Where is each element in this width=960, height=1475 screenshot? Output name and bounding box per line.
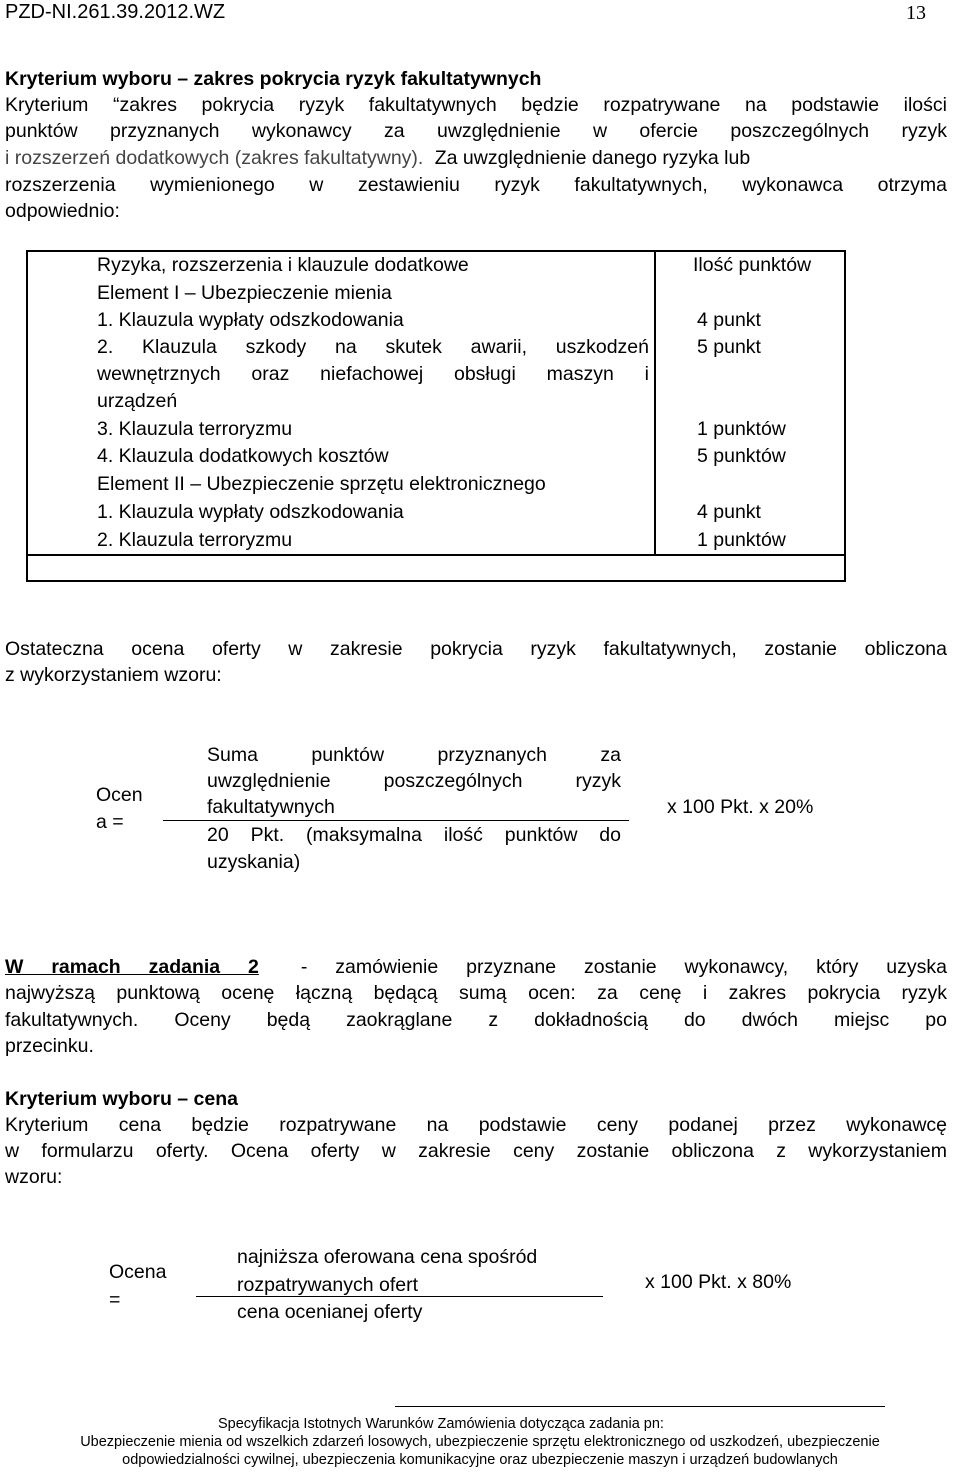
table-row-points: 4 punkt bbox=[697, 501, 761, 523]
table-element-heading: Element I – Ubezpieczenie mienia bbox=[97, 282, 392, 304]
table-row-points: 5 punkt bbox=[697, 336, 761, 358]
formula-denominator-line: cena ocenianej oferty bbox=[237, 1301, 423, 1323]
table-row-label-line: 2. Klauzula szkody na skutek awarii, uszkodzeń bbox=[97, 336, 649, 358]
formula-numerator-line: uwzględnienie poszczególnych ryzyk bbox=[207, 770, 621, 792]
formula-lhs-line: Ocen bbox=[96, 784, 143, 806]
paragraph-fragment-faded: i rozszerzeń dodatkowych (zakres fakultatywny). bbox=[5, 147, 424, 169]
paragraph-fragment: - zamówienie przyznane zostanie wykonawcy, który uzyska bbox=[300, 956, 947, 978]
paragraph-line: w formularzu oferty. Ocena oferty w zakresie ceny zostanie obliczona z wykorzystaniem bbox=[5, 1140, 947, 1162]
formula-lhs-line: Ocena bbox=[109, 1261, 167, 1283]
footer-rule bbox=[395, 1406, 885, 1407]
paragraph-line bbox=[5, 954, 947, 980]
paragraph-line: z wykorzystaniem wzoru: bbox=[5, 664, 222, 686]
table-row-label: 4. Klauzula dodatkowych kosztów bbox=[97, 445, 389, 467]
document-id: PZD-NI.261.39.2012.WZ bbox=[5, 1, 226, 23]
footer-line: Ubezpieczenie mienia od wszelkich zdarzeń losowych, ubezpieczenie sprzętu elektronicznego od uszkodzeń, ubezpieczenie bbox=[80, 1434, 880, 1450]
formula-numerator bbox=[207, 742, 621, 820]
paragraph-line: rozszerzenia wymienionego w zestawieniu ryzyk fakultatywnych, wykonawca otrzyma bbox=[5, 174, 947, 196]
table-bottom-rule bbox=[26, 554, 846, 556]
formula-numerator-line: rozpatrywanych ofert bbox=[237, 1274, 418, 1296]
paragraph-line: przecinku. bbox=[5, 1035, 94, 1057]
page-number: 13 bbox=[906, 2, 926, 24]
paragraph-line-faded bbox=[5, 145, 750, 171]
table-element-heading: Element II – Ubezpieczenie sprzętu elektronicznego bbox=[97, 473, 546, 495]
formula-numerator-line: najniższa oferowana cena spośród bbox=[237, 1246, 538, 1268]
formula-denominator bbox=[237, 1298, 422, 1326]
paragraph-line: najwyższą punktową ocenę łączną będącą sumą ocen: za cenę i zakres pokrycia ryzyk bbox=[5, 982, 947, 1004]
formula-multiplier: x 100 Pkt. x 80% bbox=[645, 1271, 792, 1293]
formula-lhs-line: a = bbox=[96, 811, 124, 833]
footer-line: Specyfikacja Istotnych Warunków Zamówienia dotycząca zadania pn: bbox=[218, 1416, 664, 1432]
paragraph-line: Kryterium cena będzie rozpatrywane na podstawie ceny podanej przez wykonawcę bbox=[5, 1114, 947, 1136]
table-row-label-line: urządzeń bbox=[97, 390, 178, 412]
paragraph-line: odpowiednio: bbox=[5, 200, 120, 222]
paragraph-line: Kryterium “zakres pokrycia ryzyk fakultatywnych będzie rozpatrywane na podstawie ilości bbox=[5, 94, 947, 116]
section-heading-risks: Kryterium wyboru – zakres pokrycia ryzyk fakultatywnych bbox=[5, 68, 542, 90]
table-header-risks: Ryzyka, rozszerzenia i klauzule dodatkowe bbox=[97, 254, 469, 276]
formula-denominator-line: uzyskania) bbox=[207, 851, 301, 873]
table-row-points: 1 punktów bbox=[697, 529, 786, 551]
task-label: W ramach zadania 2 bbox=[5, 956, 259, 978]
formula-denominator bbox=[207, 822, 621, 876]
paragraph-line: punktów przyznanych wykonawcy za uwzględnienie w ofercie poszczególnych ryzyk bbox=[5, 120, 947, 142]
formula-lhs bbox=[96, 782, 143, 836]
formula-lhs-line: = bbox=[109, 1289, 121, 1311]
table-row-points: 5 punktów bbox=[697, 445, 786, 467]
formula-numerator-line: fakultatywnych bbox=[207, 796, 335, 818]
table-row-label: 3. Klauzula terroryzmu bbox=[97, 418, 293, 440]
paragraph-fragment: Za uwzględnienie danego ryzyka lub bbox=[434, 147, 751, 169]
paragraph-line: Ostateczna ocena oferty w zakresie pokrycia ryzyk fakultatywnych, zostanie obliczona bbox=[5, 638, 947, 660]
table-column-divider bbox=[654, 250, 656, 555]
formula-denominator-line: 20 Pkt. (maksymalna ilość punktów do bbox=[207, 824, 621, 846]
table-row-points: 1 punktów bbox=[697, 418, 786, 440]
table-row-label: 1. Klauzula wypłaty odszkodowania bbox=[97, 501, 404, 523]
table-row-points: 4 punkt bbox=[697, 309, 761, 331]
fraction-bar bbox=[163, 820, 629, 821]
table-header-points: Ilość punktów bbox=[693, 254, 812, 276]
formula-numerator bbox=[237, 1243, 537, 1299]
formula-lhs bbox=[109, 1258, 166, 1314]
section-heading-price: Kryterium wyboru – cena bbox=[5, 1088, 238, 1110]
fraction-bar bbox=[196, 1296, 603, 1297]
footer-line: odpowiedzialności cywilnej, ubezpieczenia komunikacyjne oraz ubezpieczenie maszyn i urządzeń budowlanych bbox=[122, 1452, 838, 1468]
table-row-label: 2. Klauzula terroryzmu bbox=[97, 529, 293, 551]
formula-multiplier: x 100 Pkt. x 20% bbox=[667, 796, 814, 818]
table-row-label bbox=[97, 334, 649, 415]
table-row-label: 1. Klauzula wypłaty odszkodowania bbox=[97, 309, 404, 331]
formula-numerator-line: Suma punktów przyznanych za bbox=[207, 744, 621, 766]
table-row-label-line: wewnętrznych oraz niefachowej obsługi maszyn i bbox=[97, 363, 649, 385]
paragraph-line: wzoru: bbox=[5, 1166, 63, 1188]
paragraph-line: fakultatywnych. Oceny będą zaokrąglane z dokładnością do dwóch miejsc po bbox=[5, 1009, 947, 1031]
